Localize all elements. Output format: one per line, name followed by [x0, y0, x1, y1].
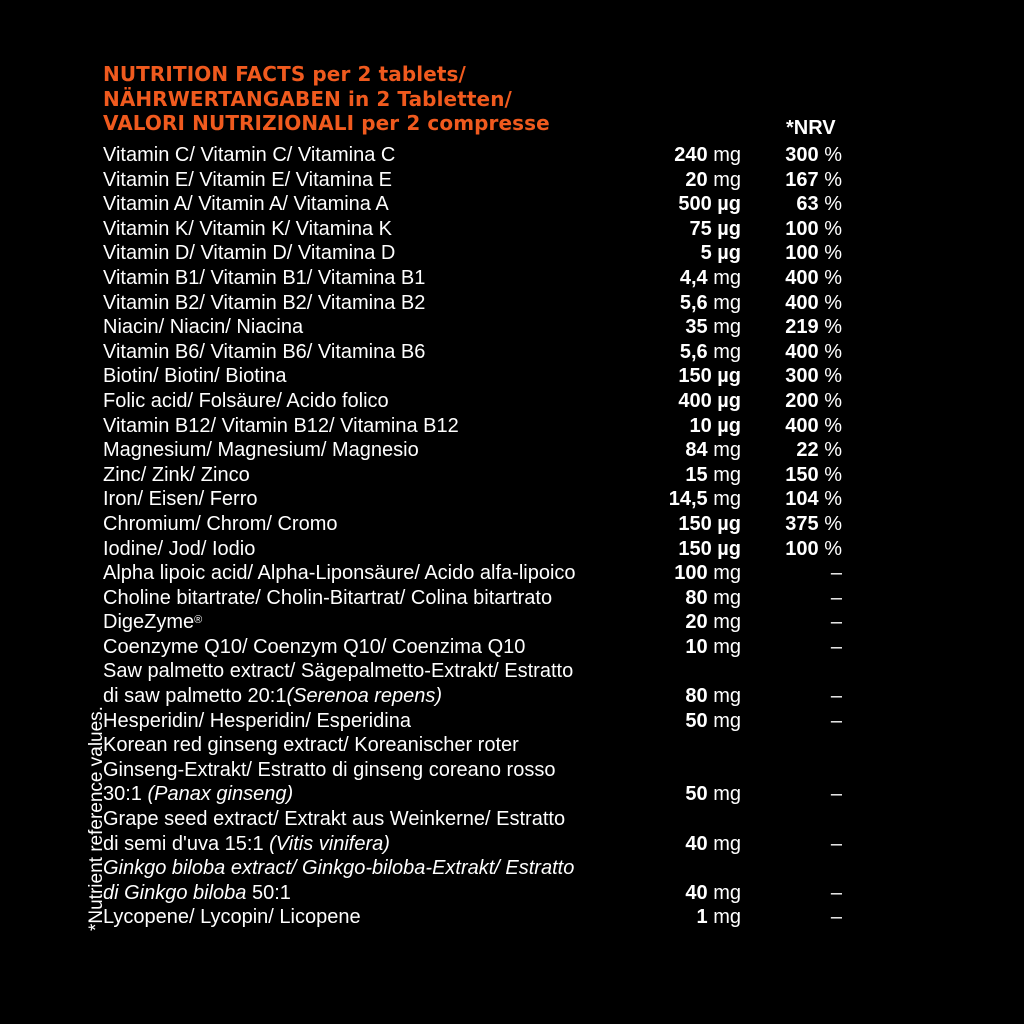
nrv-value	[785, 389, 842, 414]
nrv-percent-sign: %	[824, 389, 842, 412]
table-row	[0, 487, 1024, 512]
nrv-number: 104	[785, 488, 819, 511]
amount-number: 1	[696, 906, 708, 929]
nrv-value	[831, 709, 842, 734]
nutrient-name-text: ®	[194, 614, 203, 627]
nutrient-name-line	[103, 291, 663, 316]
nutrition-facts-title	[103, 62, 550, 136]
nutrient-name-text: Ginkgo biloba extract/ Ginkgo-biloba-Extrakt/ Estratto	[103, 857, 575, 880]
nutrient-name	[103, 512, 663, 537]
nutrient-name-line	[103, 340, 663, 365]
nrv-percent-sign: %	[824, 144, 842, 166]
nrv-percent-sign: %	[824, 512, 842, 535]
amount-unit: mg	[713, 635, 741, 658]
table-row	[0, 291, 1024, 316]
nutrient-name	[103, 487, 663, 512]
amount-value	[685, 832, 741, 857]
nutrient-name	[103, 586, 663, 611]
amount-number: 40	[685, 881, 708, 904]
amount-value	[674, 143, 741, 168]
table-row	[0, 463, 1024, 488]
amount-number: 150 µg	[678, 537, 741, 560]
nutrient-name-line	[103, 832, 663, 857]
nutrient-name-text: Coenzyme Q10/ Coenzym Q10/ Coenzima Q10	[103, 635, 526, 658]
amount-value	[685, 586, 741, 611]
amount-value	[685, 438, 741, 463]
nrv-number: 400	[785, 291, 819, 314]
nutrient-name-text: Folic acid/ Folsäure/ Acido folico	[103, 389, 389, 412]
title-line-it: VALORI NUTRIZIONALI per 2 compresse	[103, 111, 550, 135]
nutrient-name-text: 30:1	[103, 783, 148, 806]
nrv-number: 375	[785, 512, 819, 535]
nutrient-name	[103, 340, 663, 365]
nrv-percent-sign: %	[824, 439, 842, 462]
amount-unit: mg	[713, 291, 741, 314]
nrv-dash: –	[830, 709, 842, 732]
table-row	[0, 143, 1024, 168]
amount-value	[669, 487, 741, 512]
nrv-value	[831, 905, 842, 930]
table-row	[0, 364, 1024, 389]
nrv-percent-sign: %	[824, 365, 842, 388]
amount-number: 10	[685, 635, 708, 658]
nrv-percent-sign: %	[824, 266, 842, 289]
nrv-dash: –	[830, 586, 842, 609]
nrv-percent-sign: %	[824, 414, 842, 437]
amount-number: 150 µg	[678, 365, 741, 388]
nrv-number: 100	[785, 537, 819, 560]
amount-number: 100	[674, 562, 708, 585]
amount-value	[685, 168, 741, 193]
nutrient-name-text: Vitamin D/ Vitamin D/ Vitamina D	[103, 242, 396, 265]
nrv-percent-sign: %	[824, 193, 842, 216]
nutrient-name	[103, 414, 663, 439]
nrv-value	[831, 684, 842, 709]
amount-value	[678, 364, 741, 389]
nutrient-name-text: Magnesium/ Magnesium/ Magnesio	[103, 439, 419, 462]
nutrient-name	[103, 143, 663, 168]
nrv-value	[785, 241, 842, 266]
nutrient-name-text: Hesperidin/ Hesperidin/ Esperidina	[103, 709, 411, 732]
nrv-number: 167	[785, 168, 819, 191]
nutrient-name-line	[103, 782, 663, 807]
amount-value	[685, 709, 741, 734]
nutrient-name	[103, 192, 663, 217]
nutrient-name-text: Iodine/ Jod/ Iodio	[103, 537, 256, 560]
nrv-dash: –	[830, 685, 842, 708]
nutrient-name-text: Vitamin B2/ Vitamin B2/ Vitamina B2	[103, 291, 426, 314]
nutrient-name	[103, 241, 663, 266]
nutrient-name-text: Ginseng-Extrakt/ Estratto di ginseng coreano rosso	[103, 758, 556, 781]
nutrient-name-line	[103, 143, 663, 168]
nrv-value	[785, 512, 842, 537]
nrv-value	[785, 537, 842, 562]
nrv-value	[785, 340, 842, 365]
nrv-number: 100	[785, 242, 819, 265]
nrv-value	[831, 586, 842, 611]
table-row	[0, 266, 1024, 291]
nrv-value	[831, 881, 842, 906]
amount-number: 5 µg	[700, 242, 741, 265]
nutrient-name	[103, 463, 663, 488]
nutrient-name-text: Alpha lipoic acid/ Alpha-Liponsäure/ Acido alfa-lipoico	[103, 562, 576, 585]
nutrient-name-text: Grape seed extract/ Extrakt aus Weinkerne/ Estratto	[103, 808, 566, 831]
amount-value	[678, 192, 741, 217]
amount-number: 50	[685, 783, 708, 806]
amount-unit: mg	[713, 906, 741, 929]
nutrient-name-line	[103, 684, 663, 709]
nutrient-table	[0, 143, 1024, 930]
amount-value	[678, 389, 741, 414]
amount-value	[680, 291, 741, 316]
nrv-number: 400	[785, 266, 819, 289]
table-row	[0, 659, 1024, 708]
nutrient-name-text: Vitamin K/ Vitamin K/ Vitamina K	[103, 217, 393, 240]
table-row	[0, 340, 1024, 365]
amount-unit: mg	[713, 463, 741, 486]
nutrient-name-text: Vitamin B1/ Vitamin B1/ Vitamina B1	[103, 266, 426, 289]
amount-value	[678, 537, 741, 562]
nrv-value	[785, 463, 842, 488]
nutrient-name-line	[103, 217, 663, 242]
nrv-percent-sign: %	[824, 242, 842, 265]
amount-value	[685, 635, 741, 660]
nrv-value	[796, 192, 842, 217]
amount-number: 84	[685, 439, 708, 462]
nrv-value	[785, 487, 842, 512]
nrv-percent-sign: %	[824, 340, 842, 363]
nrv-dash: –	[830, 562, 842, 585]
amount-number: 50	[685, 709, 708, 732]
amount-value	[685, 315, 741, 340]
nutrient-name	[103, 561, 663, 586]
nutrient-name	[103, 635, 663, 660]
nrv-number: 400	[785, 414, 819, 437]
amount-unit: mg	[713, 340, 741, 363]
nrv-number: 200	[785, 389, 819, 412]
nutrient-name-text: di saw palmetto 20:1	[103, 685, 287, 708]
nutrient-name-text: Vitamin A/ Vitamin A/ Vitamina A	[103, 193, 389, 216]
amount-value	[680, 340, 741, 365]
amount-value	[689, 414, 741, 439]
nutrient-name	[103, 266, 663, 291]
amount-unit: mg	[713, 611, 741, 634]
amount-value	[678, 512, 741, 537]
amount-number: 40	[685, 832, 708, 855]
nrv-percent-sign: %	[824, 168, 842, 191]
nutrient-name	[103, 537, 663, 562]
table-row	[0, 241, 1024, 266]
amount-unit: mg	[713, 832, 741, 855]
nrv-number: 300	[785, 144, 819, 166]
nrv-number: 150	[785, 463, 819, 486]
nrv-value	[785, 168, 842, 193]
nutrient-name-text: Saw palmetto extract/ Sägepalmetto-Extrakt/ Estratto	[103, 660, 574, 683]
amount-number: 400 µg	[678, 389, 741, 412]
nrv-value	[785, 291, 842, 316]
table-row	[0, 856, 1024, 905]
nutrient-name-line	[103, 241, 663, 266]
nutrient-name-line	[103, 610, 663, 635]
amount-unit: mg	[713, 881, 741, 904]
amount-number: 20	[685, 168, 708, 191]
amount-value	[685, 782, 741, 807]
amount-unit: mg	[713, 439, 741, 462]
nutrient-name-text: Vitamin B6/ Vitamin B6/ Vitamina B6	[103, 340, 426, 363]
amount-value	[685, 610, 741, 635]
nrv-percent-sign: %	[824, 291, 842, 314]
nrv-value	[785, 414, 842, 439]
nutrient-name	[103, 856, 663, 905]
nutrient-name-text: (Vitis vinifera)	[269, 832, 390, 855]
nrv-value	[785, 143, 842, 168]
nutrient-name-line	[103, 881, 663, 906]
table-row	[0, 315, 1024, 340]
table-row	[0, 807, 1024, 856]
nutrient-name-line	[103, 807, 663, 832]
nrv-percent-sign: %	[824, 463, 842, 486]
table-row	[0, 709, 1024, 734]
table-row	[0, 537, 1024, 562]
nrv-percent-sign: %	[824, 537, 842, 560]
nutrient-name	[103, 610, 663, 635]
nutrient-name-text: di semi d'uva 15:1	[103, 832, 270, 855]
table-row	[0, 414, 1024, 439]
table-row	[0, 389, 1024, 414]
table-row	[0, 610, 1024, 635]
nutrient-name-line	[103, 635, 663, 660]
nrv-number: 300	[785, 365, 819, 388]
nrv-dash: –	[830, 611, 842, 634]
table-row	[0, 168, 1024, 193]
nutrient-name-text: Chromium/ Chrom/ Cromo	[103, 512, 338, 535]
nutrient-name-line	[103, 463, 663, 488]
nutrient-name	[103, 659, 663, 708]
nutrient-name	[103, 315, 663, 340]
nutrient-name	[103, 733, 663, 807]
nrv-number: 219	[785, 316, 819, 339]
amount-number: 10 µg	[689, 414, 741, 437]
amount-value	[685, 684, 741, 709]
amount-number: 80	[685, 586, 708, 609]
amount-number: 15	[685, 463, 708, 486]
amount-unit: mg	[713, 562, 741, 585]
nrv-percent-sign: %	[824, 316, 842, 339]
title-line-de: NÄHRWERTANGABEN in 2 Tabletten/	[103, 86, 512, 111]
nrv-column-header: *NRV	[786, 117, 836, 139]
nutrient-name	[103, 807, 663, 856]
nutrient-name-text: (Panax ginseng)	[147, 783, 294, 806]
amount-number: 80	[685, 685, 708, 708]
amount-value	[680, 266, 741, 291]
nutrient-name-text: DigeZyme	[103, 611, 195, 634]
amount-number: 500 µg	[678, 193, 741, 216]
nutrient-name	[103, 168, 663, 193]
table-row	[0, 217, 1024, 242]
amount-unit: mg	[713, 144, 741, 166]
nutrient-name-text: Iron/ Eisen/ Ferro	[103, 488, 258, 511]
nutrient-name-line	[103, 856, 663, 881]
nutrient-name-text: Vitamin E/ Vitamin E/ Vitamina E	[103, 168, 393, 191]
nutrient-name-line	[103, 315, 663, 340]
table-row	[0, 733, 1024, 807]
nutrient-name	[103, 389, 663, 414]
amount-unit: mg	[713, 266, 741, 289]
nutrient-name-text: di Ginkgo biloba	[103, 881, 247, 904]
nutrient-name-line	[103, 905, 663, 930]
nutrient-name-text: (Serenoa repens)	[286, 685, 443, 708]
amount-value	[674, 561, 741, 586]
nutrient-name-line	[103, 659, 663, 684]
nutrient-name-line	[103, 487, 663, 512]
amount-unit: mg	[713, 709, 741, 732]
amount-number: 14,5	[668, 488, 708, 511]
nrv-percent-sign: %	[824, 217, 842, 240]
amount-value	[701, 241, 741, 266]
nrv-number: 63	[796, 193, 819, 216]
amount-unit: mg	[713, 685, 741, 708]
table-row	[0, 635, 1024, 660]
nutrient-name-line	[103, 438, 663, 463]
amount-number: 75 µg	[689, 217, 741, 240]
amount-number: 20	[685, 611, 708, 634]
nutrient-name	[103, 438, 663, 463]
title-line-en: NUTRITION FACTS per 2 tablets/	[103, 62, 466, 86]
amount-unit: mg	[713, 316, 741, 339]
nutrient-name-line	[103, 758, 663, 783]
amount-number: 240	[674, 144, 708, 166]
table-row	[0, 905, 1024, 930]
nutrient-name-line	[103, 168, 663, 193]
table-row	[0, 586, 1024, 611]
nutrient-name	[103, 364, 663, 389]
nutrient-name-text: Zinc/ Zink/ Zinco	[103, 463, 250, 486]
nutrient-name-line	[103, 512, 663, 537]
nrv-value	[831, 782, 842, 807]
amount-value	[685, 463, 741, 488]
nrv-dash: –	[830, 881, 842, 904]
table-row	[0, 438, 1024, 463]
nutrient-name-text: Korean red ginseng extract/ Koreanischer roter	[103, 734, 519, 757]
table-row	[0, 561, 1024, 586]
table-row	[0, 512, 1024, 537]
nrv-value	[831, 561, 842, 586]
nrv-dash: –	[830, 783, 842, 806]
nrv-value	[831, 610, 842, 635]
nrv-footnote: *Nutrient reference values.	[86, 706, 107, 931]
nrv-value	[785, 266, 842, 291]
nrv-dash: –	[830, 832, 842, 855]
amount-number: 4,4	[679, 266, 708, 289]
nrv-value	[785, 315, 842, 340]
amount-unit: mg	[713, 168, 741, 191]
nutrient-name-line	[103, 537, 663, 562]
amount-value	[689, 217, 741, 242]
nrv-number: 22	[796, 439, 819, 462]
amount-value	[685, 881, 741, 906]
amount-unit: mg	[713, 783, 741, 806]
nutrient-name	[103, 291, 663, 316]
nutrient-name-line	[103, 364, 663, 389]
nrv-value	[831, 832, 842, 857]
nutrient-name-line	[103, 586, 663, 611]
nutrient-name-text: Choline bitartrate/ Cholin-Bitartrat/ Colina bitartrato	[103, 586, 553, 609]
nutrient-name-text: Vitamin B12/ Vitamin B12/ Vitamina B12	[103, 414, 459, 437]
nrv-value	[831, 635, 842, 660]
nutrient-name-line	[103, 389, 663, 414]
nutrient-name-text: Biotin/ Biotin/ Biotina	[103, 365, 287, 388]
amount-unit: mg	[713, 586, 741, 609]
nutrient-name	[103, 709, 663, 734]
nutrient-name-line	[103, 733, 663, 758]
nutrient-name-line	[103, 561, 663, 586]
nutrient-name	[103, 905, 663, 930]
nutrient-name-line	[103, 709, 663, 734]
nrv-number: 400	[785, 340, 819, 363]
nutrient-name-line	[103, 192, 663, 217]
nrv-value	[785, 364, 842, 389]
nutrient-name	[103, 217, 663, 242]
amount-number: 5,6	[679, 340, 708, 363]
nrv-value	[796, 438, 842, 463]
nrv-number: 100	[785, 217, 819, 240]
nrv-dash: –	[830, 635, 842, 658]
table-row	[0, 192, 1024, 217]
nutrient-name-text: Niacin/ Niacin/ Niacina	[103, 316, 304, 339]
nrv-value	[785, 217, 842, 242]
nutrient-name-line	[103, 414, 663, 439]
amount-value	[697, 905, 741, 930]
amount-unit: mg	[713, 488, 741, 511]
nutrient-name-line	[103, 266, 663, 291]
nutrient-name-text: 50:1	[246, 881, 291, 904]
nrv-dash: –	[830, 906, 842, 929]
nrv-percent-sign: %	[824, 488, 842, 511]
amount-number: 35	[685, 316, 708, 339]
amount-number: 5,6	[679, 291, 708, 314]
nutrient-name-text: Vitamin C/ Vitamin C/ Vitamina C	[103, 144, 396, 166]
nutrient-name-text: Lycopene/ Lycopin/ Licopene	[103, 906, 361, 929]
amount-number: 150 µg	[678, 512, 741, 535]
